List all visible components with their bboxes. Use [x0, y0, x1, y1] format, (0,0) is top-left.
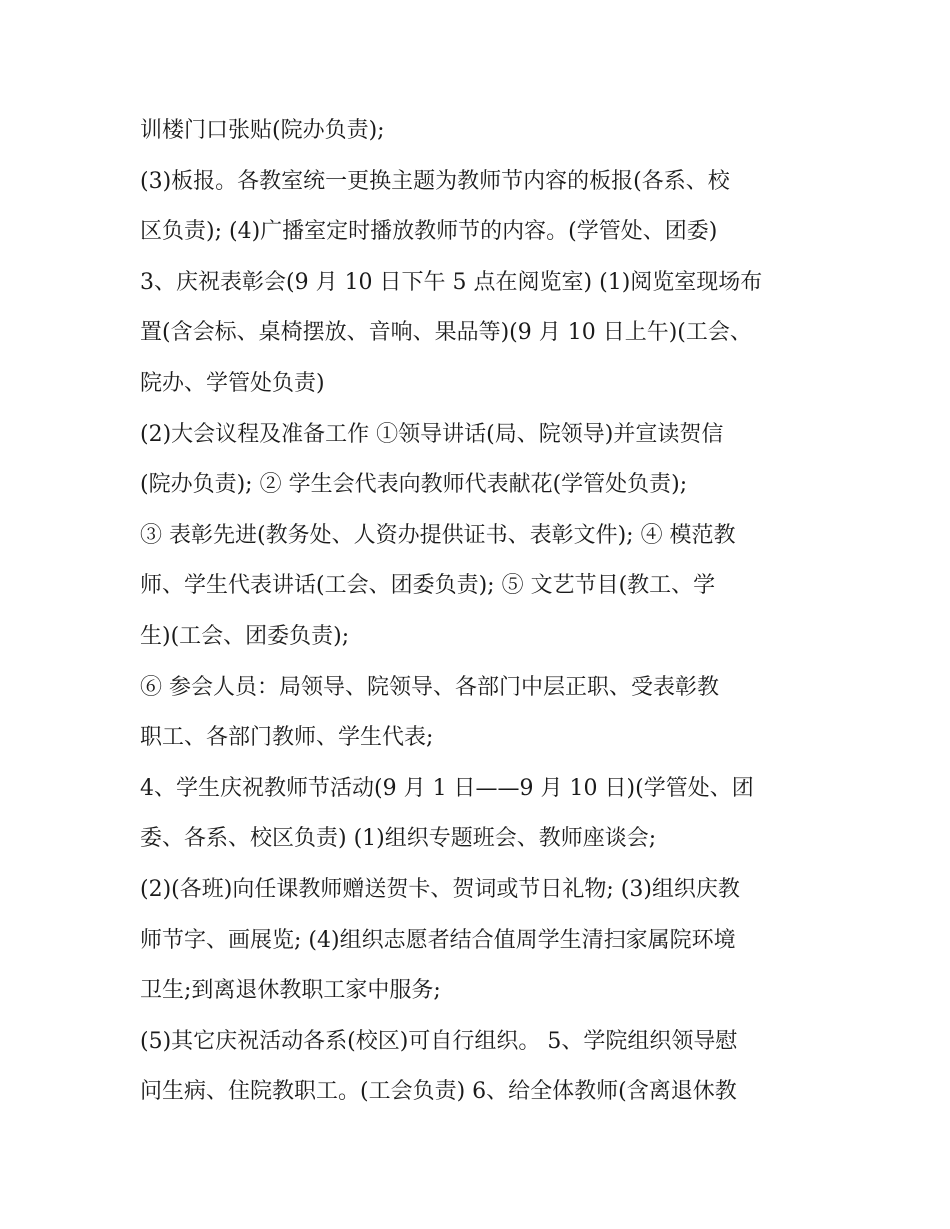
text-line: 院办、学管处负责)	[140, 370, 325, 396]
text-line: 训楼门口张贴(院办负责);	[140, 118, 385, 143]
text-line: 3、庆祝表彰会(9 月 10 日下午 5 点在阅览室) (1)阅览室现场布	[140, 269, 763, 295]
text-line: 生)(工会、团委负责);	[140, 623, 350, 649]
text-line: 4、学生庆祝教师节活动(9 月 1 日——9 月 10 日)(学管处、团	[140, 775, 754, 801]
text-line: ⑥ 参会人员：局领导、院领导、各部门中层正职、受表彰教	[140, 674, 719, 700]
text-line: 区负责); (4)广播室定时播放教师节的内容。(学管处、团委)	[140, 219, 718, 245]
document-body	[140, 106, 820, 1118]
text-line: (院办负责); ② 学生会代表向教师代表献花(学管处负责);	[140, 472, 688, 498]
text-line: 委、各系、校区负责) (1)组织专题班会、教师座谈会;	[140, 826, 657, 852]
text-line: 职工、各部门教师、学生代表;	[140, 725, 434, 751]
text-line: 师、学生代表讲话(工会、团委负责); ⑤ 文艺节目(教工、学	[140, 573, 716, 599]
text-line: (2)(各班)向任课教师赠送贺卡、贺词或节日礼物; (3)组织庆教	[140, 876, 740, 902]
text-line: (2)大会议程及准备工作 ①领导讲话(局、院领导)并宣读贺信	[140, 421, 724, 447]
text-line: 卫生;到离退休教职工家中服务;	[140, 978, 441, 1004]
text-line: 师节字、画展览; (4)组织志愿者结合值周学生清扫家属院环境	[140, 927, 736, 953]
text-line: (5)其它庆祝活动各系(校区)可自行组织。 5、学院组织领导慰	[140, 1028, 738, 1054]
text-line: ③ 表彰先进(教务处、人资办提供证书、表彰文件); ④ 模范教	[140, 522, 736, 548]
text-line: (3)板报。各教室统一更换主题为教师节内容的板报(各系、校	[140, 168, 730, 194]
text-line: 问生病、住院教职工。(工会负责) 6、给全体教师(含离退休教	[140, 1079, 737, 1105]
text-line: 置(含会标、桌椅摆放、音响、果品等)(9 月 10 日上午)(工会、	[140, 320, 752, 346]
